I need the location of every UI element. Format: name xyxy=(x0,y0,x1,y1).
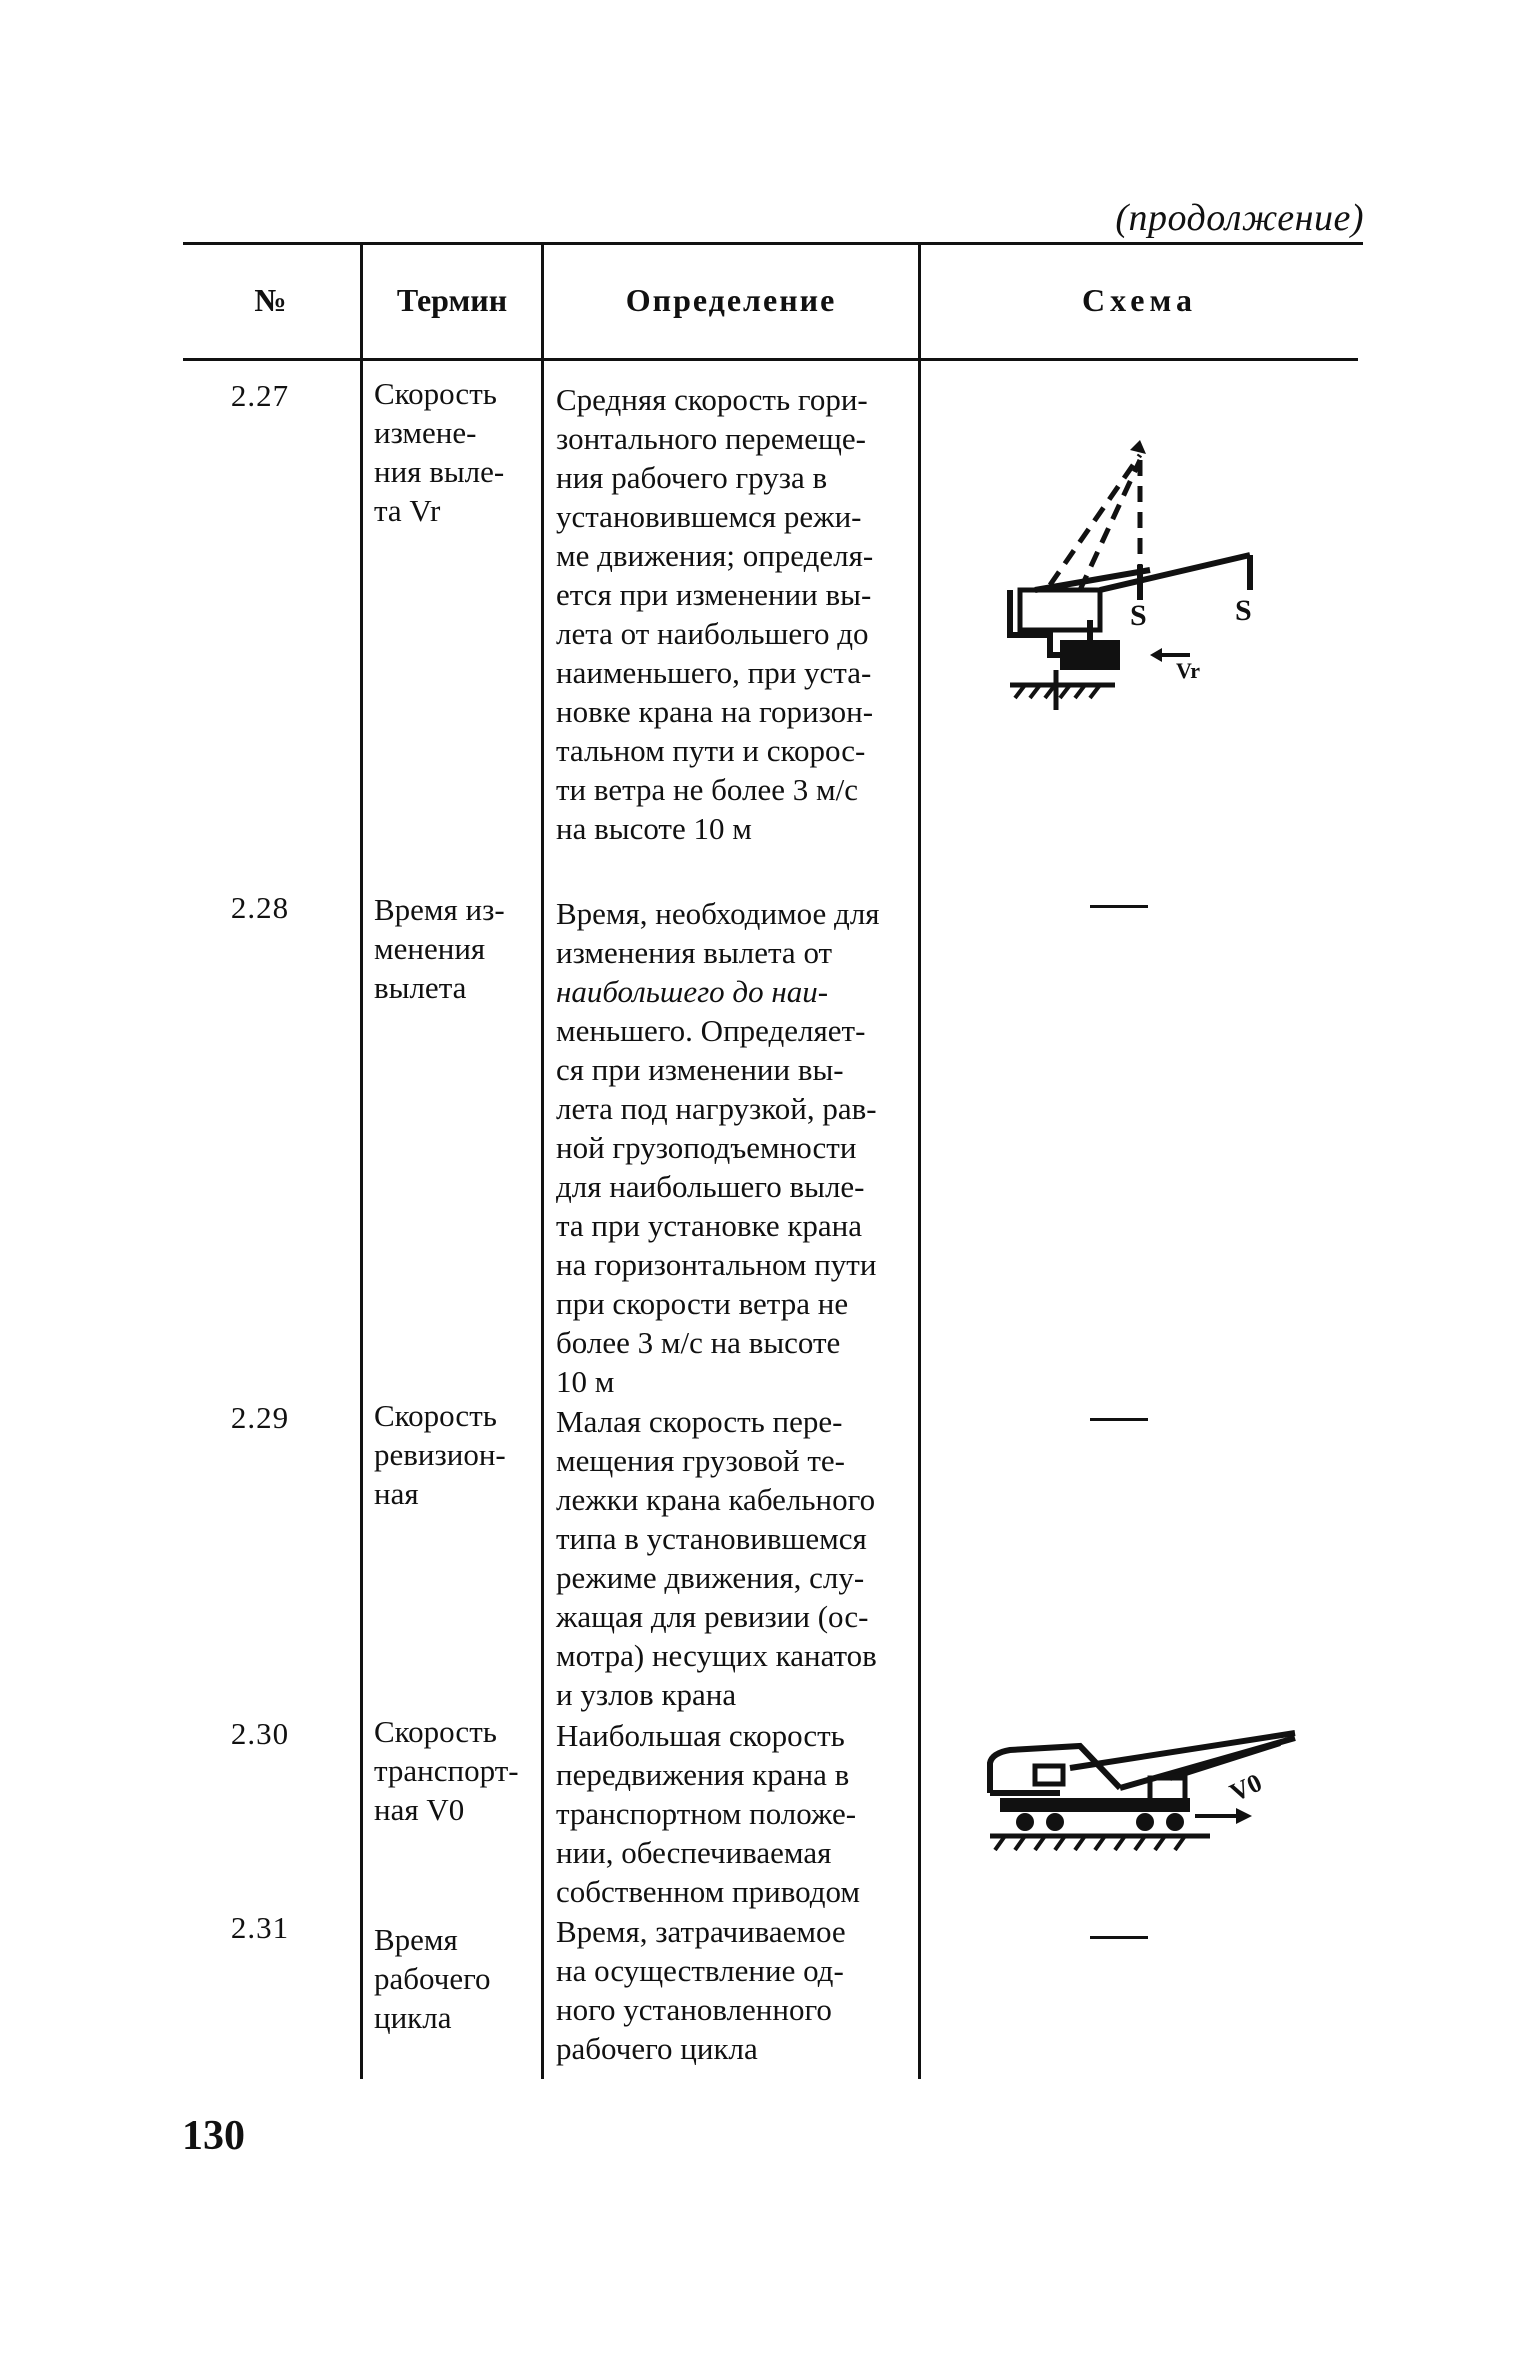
definition-line: ти ветра не более 3 м/с xyxy=(556,772,858,807)
definition-line: наибольшего до наи- xyxy=(556,974,829,1009)
definition-line: на горизонтальном пути xyxy=(556,1247,877,1282)
term-line: измене- xyxy=(374,415,477,450)
page-number: 130 xyxy=(182,2113,245,2159)
term-line: цикла xyxy=(374,2000,452,2035)
definition-line: Время, необходимое для xyxy=(556,896,880,931)
definition-line: ме движения; определя- xyxy=(556,538,874,573)
definition-line: передвижения крана в xyxy=(556,1757,850,1792)
definition-line: мещения грузовой те- xyxy=(556,1443,845,1478)
row-term xyxy=(374,1920,534,2037)
term-line: Скорость xyxy=(374,1398,497,1433)
svg-text:S: S xyxy=(1130,599,1147,632)
row-term xyxy=(374,1396,534,1513)
definition-line: типа в установившемся xyxy=(556,1521,867,1556)
header-term: Термин xyxy=(396,282,508,318)
header-scheme: Схема xyxy=(1081,282,1198,318)
row-number: 2.28 xyxy=(230,890,290,925)
row-definition xyxy=(556,1716,908,1911)
header-number: № xyxy=(254,282,289,318)
header-definition: Определение xyxy=(625,282,837,318)
definition-line: новке крана на горизон- xyxy=(556,694,874,729)
scheme-dash xyxy=(1090,905,1148,908)
definition-line: наименьшего, при уста- xyxy=(556,655,872,690)
definition-line: ного установленного xyxy=(556,1992,832,2027)
row-definition xyxy=(556,1402,908,1714)
definition-line: 10 м xyxy=(556,1364,615,1399)
definition-line: ния рабочего груза в xyxy=(556,460,828,495)
row-term xyxy=(374,1712,534,1829)
column-divider-1 xyxy=(360,244,363,2079)
definition-line: меньшего. Определяет- xyxy=(556,1013,866,1048)
term-line: вылета xyxy=(374,970,467,1005)
definition-line: на высоте 10 м xyxy=(556,811,752,846)
definition-line: для наибольшего выле- xyxy=(556,1169,865,1204)
term-line: рабочего xyxy=(374,1961,491,1996)
definition-line: лета под нагрузкой, рав- xyxy=(556,1091,877,1126)
definition-line: режиме движения, слу- xyxy=(556,1560,865,1595)
term-line: ная xyxy=(374,1476,419,1511)
definition-line: та при установке крана xyxy=(556,1208,863,1243)
scheme-velocity-label: V0 xyxy=(1225,1767,1267,1808)
row-definition xyxy=(556,380,908,848)
definition-line: и узлов крана xyxy=(556,1677,737,1712)
definition-line: ется при изменении вы- xyxy=(556,577,872,612)
row-number: 2.27 xyxy=(230,378,290,413)
definition-line: транспортном положе- xyxy=(556,1796,857,1831)
definition-line: ся при изменении вы- xyxy=(556,1052,844,1087)
term-line: Скорость xyxy=(374,1714,497,1749)
row-number: 2.30 xyxy=(230,1716,290,1751)
definition-line: тальном пути и скорос- xyxy=(556,733,866,768)
scheme-dash xyxy=(1090,1418,1148,1421)
definition-line: изменения вылета от xyxy=(556,935,833,970)
definition-line: нии, обеспечиваемая xyxy=(556,1835,832,1870)
definition-line: Малая скорость пере- xyxy=(556,1404,843,1439)
crane-transport-icon xyxy=(970,1728,1310,1858)
term-line: Время из- xyxy=(374,892,505,927)
term-line: та Vr xyxy=(374,493,441,528)
term-line: ревизион- xyxy=(374,1437,506,1472)
definition-line: установившемся режи- xyxy=(556,499,862,534)
row-term xyxy=(374,374,534,530)
row-number: 2.29 xyxy=(230,1400,290,1435)
definition-line: ной грузоподъемности xyxy=(556,1130,857,1165)
definition-line: на осуществление од- xyxy=(556,1953,844,1988)
definition-line: Время, затрачиваемое xyxy=(556,1914,846,1949)
definition-line: Наибольшая скорость xyxy=(556,1718,845,1753)
definition-line: при скорости ветра не xyxy=(556,1286,849,1321)
column-divider-2 xyxy=(541,244,544,2079)
row-definition xyxy=(556,894,908,1401)
column-divider-3 xyxy=(918,244,921,2079)
term-line: менения xyxy=(374,931,486,966)
crane-reach-icon xyxy=(990,440,1290,710)
row-term xyxy=(374,890,534,1007)
definition-line: более 3 м/с на высоте xyxy=(556,1325,841,1360)
term-line: ния выле- xyxy=(374,454,505,489)
scheme-velocity-label: Vr xyxy=(1176,658,1201,683)
definition-line: жащая для ревизии (ос- xyxy=(556,1599,869,1634)
svg-text:S: S xyxy=(1235,594,1252,627)
definition-line: рабочего цикла xyxy=(556,2031,758,2066)
definition-line: Средняя скорость гори- xyxy=(556,382,868,417)
definition-line: зонтального перемеще- xyxy=(556,421,866,456)
definition-line: лежки крана кабельного xyxy=(556,1482,876,1517)
term-line: транспорт- xyxy=(374,1753,519,1788)
term-line: Скорость xyxy=(374,376,497,411)
continuation-caption: (продолжение) xyxy=(1115,197,1364,239)
term-line: ная V0 xyxy=(374,1792,465,1827)
definition-line: лета от наибольшего до xyxy=(556,616,869,651)
definition-line: мотра) несущих канатов xyxy=(556,1638,877,1673)
definition-line: собственном приводом xyxy=(556,1874,861,1909)
scheme-dash xyxy=(1090,1936,1148,1939)
row-definition xyxy=(556,1912,908,2068)
term-line: Время xyxy=(374,1922,458,1957)
row-number: 2.31 xyxy=(230,1910,290,1945)
